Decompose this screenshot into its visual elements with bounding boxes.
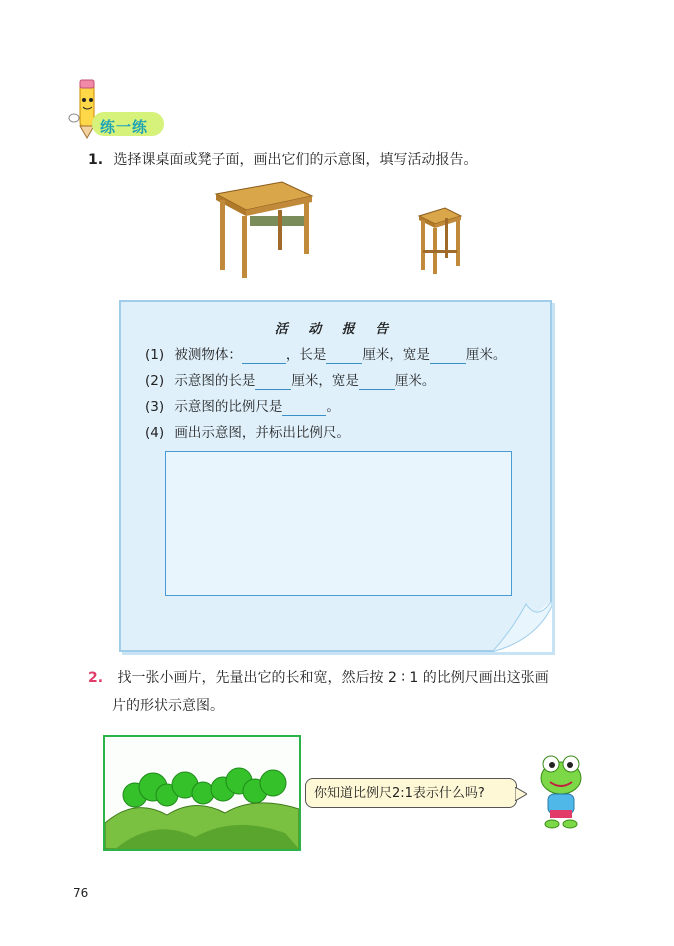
question-1 bbox=[88, 150, 478, 170]
item-text: 。 bbox=[326, 399, 340, 415]
item-text: 画出示意图，并标出比例尺。 bbox=[174, 425, 350, 441]
landscape-picture bbox=[103, 735, 301, 851]
item-text: 示意图的比例尺是 bbox=[174, 399, 283, 415]
blank-width[interactable] bbox=[430, 347, 466, 364]
question-text: 选择课桌面或凳子面，画出它们的示意图，填写活动报告。 bbox=[113, 152, 478, 168]
page-curl-icon bbox=[492, 600, 552, 652]
blank-length[interactable] bbox=[326, 347, 362, 364]
report-item-4 bbox=[145, 424, 350, 442]
item-number: (4) bbox=[145, 425, 165, 441]
item-text: ，长是 bbox=[285, 347, 327, 363]
blank-diagram-width[interactable] bbox=[359, 373, 395, 390]
blank-diagram-length[interactable] bbox=[255, 373, 291, 390]
desk-image bbox=[212, 180, 316, 280]
item-text: 被测物体： bbox=[174, 347, 242, 363]
question-2 bbox=[88, 668, 608, 716]
item-number: (1) bbox=[145, 347, 165, 363]
item-text: 厘米。 bbox=[465, 347, 507, 363]
activity-report-card bbox=[119, 300, 552, 652]
stool-image bbox=[415, 206, 465, 276]
item-number: (3) bbox=[145, 399, 165, 415]
drawing-area[interactable] bbox=[165, 451, 512, 596]
blank-object[interactable] bbox=[242, 347, 286, 364]
section-title: 练一练 bbox=[100, 118, 149, 136]
report-title: 活 动 报 告 bbox=[274, 322, 397, 337]
speech-bubble: 你知道比例尺2:1表示什么吗? bbox=[305, 778, 517, 808]
speech-tail-icon bbox=[515, 786, 527, 800]
frog-mascot-icon bbox=[536, 752, 586, 832]
item-text: 厘米，宽是 bbox=[362, 347, 430, 363]
item-text: 厘米，宽是 bbox=[291, 373, 359, 389]
report-item-2 bbox=[145, 372, 435, 390]
report-item-1 bbox=[145, 346, 506, 364]
question-number: 1. bbox=[88, 152, 104, 168]
question-text-line2: 片的形状示意图。 bbox=[112, 698, 224, 714]
item-text: 厘米。 bbox=[394, 373, 436, 389]
page-number: 76 bbox=[73, 886, 89, 900]
item-number: (2) bbox=[145, 373, 165, 389]
report-item-3 bbox=[145, 398, 340, 416]
blank-scale[interactable] bbox=[282, 399, 326, 416]
item-text: 示意图的长是 bbox=[174, 373, 256, 389]
question-text-line1: 找一张小画片，先量出它的长和宽，然后按 2 ∶ 1 的比例尺画出这张画 bbox=[117, 670, 549, 686]
question-number: 2. bbox=[88, 670, 104, 686]
